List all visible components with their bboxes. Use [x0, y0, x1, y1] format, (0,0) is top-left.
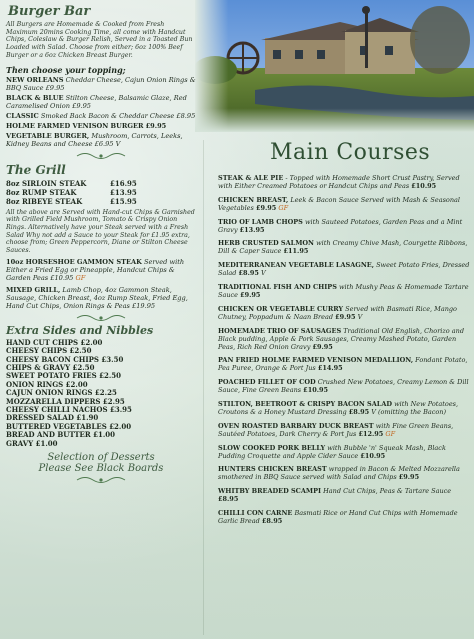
- list-item: HOMEMADE TRIO OF SAUSAGES Traditional Old English, Chorizo and Black pudding, Apple & Pork Sausages, Creamy Mashed Potato, Garden Peas, Rich Red Onion Gravy £9.95: [218, 326, 465, 351]
- grill-title: The Grill: [6, 162, 66, 177]
- list-item: HOLME FARMED VENISON BURGER £9.95: [6, 121, 167, 130]
- list-item: CHEESY CHIPS £2.50: [6, 346, 92, 356]
- left-column: [6, 4, 196, 485]
- flourish-divider-icon: [75, 151, 127, 161]
- list-item: CLASSIC Smoked Back Bacon & Cheddar Cheese £8.95: [6, 111, 196, 120]
- list-item: MEDITERRANEAN VEGETABLE LASAGNE, Sweet Potato Fries, Dressed Salad £8.95 V: [218, 261, 470, 278]
- list-item: CHEESY CHILLI NACHOS £3.95: [6, 404, 132, 414]
- steak-description: All the above are Served with Hand-cut Chips & Garnished with Grilled Field Mushroom, Tomato & Crispy Onion Rings. Alternatively have your Steak served with a Fresh Salad Why not add a Sauce to your Steak for £1.95 extra, choose from; Green Peppercorn, Diane or Stilton Cheese Sauces.: [6, 208, 195, 255]
- burger-bar-title: Burger Bar: [8, 4, 91, 19]
- list-item: 8oz RIBEYE STEAK £15.95: [6, 196, 137, 206]
- list-item: CHICKEN OR VEGETABLE CURRY Served with Basmati Rice, Mango Chutney, Poppadum & Naan Bread £9.95 V: [218, 304, 457, 321]
- burger-bar-description: All Burgers are Homemade & Cooked from Fresh Maximum 20mins Cooking Time, all come with Handcut Chips, Coleslaw & Burger Relish, Served in a Toasted Bun Loaded with Salad. Choose from either; 6oz 100% Beef Burger or a 6oz Chicken Breast Burger.: [6, 21, 193, 59]
- list-item: STEAK & ALE PIE - Topped with Homemade Short Crust Pastry, Served with Either Creamed Potatoes or Handcut Chips and Peas £10.95: [218, 174, 460, 190]
- list-item: NEW ORLEANS Cheddar Cheese, Cajun Onion Rings & BBQ Sauce £9.95: [6, 75, 196, 92]
- list-item: CHIPS & GRAVY £2.50: [6, 362, 95, 372]
- column-divider: [203, 140, 204, 635]
- list-item: SLOW COOKED PORK BELLY with Bubble 'n' Squeak Mash, Black Pudding Croquette and Apple Cider Sauce £10.95: [218, 443, 446, 460]
- flourish-divider-icon: [75, 475, 127, 485]
- list-item: 10oz HORSESHOE GAMMON STEAK Served with Either a Fried Egg or Pineapple, Handcut Chips & Garden Peas £10.95 GF: [6, 257, 185, 282]
- list-item: BUTTERED VEGETABLES £2.00: [6, 421, 132, 431]
- main-courses-title: Main Courses: [270, 140, 431, 165]
- list-item: HERB CRUSTED SALMON with Creamy Chive Mash, Courgette Ribbons, Dill & Caper Sauce £11.95: [218, 239, 468, 256]
- steak-list: [6, 179, 196, 206]
- list-item: CHICKEN BREAST, Leek & Bacon Sauce Served with Mash & Seasonal Vegetables £9.95 GF: [218, 195, 460, 212]
- list-item: MOZZARELLA DIPPERS £2.95: [6, 396, 125, 406]
- extras-title: Extra Sides and Nibbles: [6, 323, 154, 337]
- list-item: TRADITIONAL FISH AND CHIPS with Mushy Peas & Homemade Tartare Sauce £9.95: [218, 283, 469, 299]
- list-item: SWEET POTATO FRIES £2.50: [6, 371, 122, 381]
- list-item: MIXED GRILL, Lamb Chop, 4oz Gammon Steak, Sausage, Chicken Breast, 4oz Rump Steak, Fried Egg, Hand Cut Chips, Onion Rings & Peas £19.95: [6, 285, 188, 310]
- list-item: DRESSED SALAD £1.90: [6, 413, 99, 423]
- list-item: TRIO OF LAMB CHOPS with Sauteed Potatoes, Garden Peas and a Mint Gravy £13.95: [218, 217, 463, 234]
- list-item: VEGETABLE BURGER, Mushroom, Carrots, Leeks, Kidney Beans and Cheese £6.95 V: [6, 131, 183, 148]
- topping-list: [6, 76, 196, 148]
- topping-heading: Then choose your topping;: [6, 64, 126, 75]
- list-item: ONION RINGS £2.00: [6, 379, 88, 389]
- list-item: BLACK & BLUE Stilton Cheese, Balsamic Glaze, Red Caramelised Onion £9.95: [6, 93, 187, 110]
- main-courses-list: [218, 175, 470, 532]
- list-item: POACHED FILLET OF COD Crushed New Potatoes, Creamy Lemon & Dill Sauce, Fine Green Beans £10.95: [218, 378, 469, 395]
- dessert-note: [6, 452, 196, 474]
- list-item: HAND CUT CHIPS £2.00: [6, 337, 103, 347]
- list-item: STILTON, BEETROOT & CRISPY BACON SALAD with New Potatoes, Croutons & a Honey Mustard Dressing £8.95 V (omitting the Bacon): [218, 400, 459, 416]
- dessert-line-2: Please See Black Boards: [38, 463, 164, 475]
- extras-list: [6, 339, 196, 448]
- dessert-line-1: Selection of Desserts: [47, 452, 155, 464]
- pub-photo-icon: [195, 0, 474, 132]
- list-item: CHILLI CON CARNE Basmati Rice or Hand Cut Chips with Homemade Garlic Bread £8.95: [218, 509, 458, 525]
- list-item: CHEESY BACON CHIPS £3.50: [6, 354, 124, 364]
- list-item: WHITBY BREADED SCAMPI Hand Cut Chips, Peas & Tartare Sauce £8.95: [218, 487, 452, 504]
- flourish-divider-icon: [75, 313, 127, 323]
- list-item: PAN FRIED HOLME FARMED VENISON MEDALLION, Fondant Potato, Pea Puree, Orange & Port Jus £14.95: [218, 356, 468, 373]
- list-item: BREAD AND BUTTER £1.00: [6, 430, 116, 440]
- list-item: HUNTERS CHICKEN BREAST wrapped in Bacon & Melted Mozzarella smothered in BBQ Sauce served with Salad and Chips £9.95: [218, 465, 460, 482]
- list-item: 8oz SIRLOIN STEAK £16.95: [6, 178, 137, 188]
- list-item: 8oz RUMP STEAK £13.95: [6, 187, 137, 197]
- list-item: OVEN ROASTED BARBARY DUCK BREAST with Fine Green Beans, Sautéed Potatoes, Dark Cherry & Port Jus £12.95 GF: [218, 421, 454, 438]
- list-item: CAJUN ONION RINGS £2.25: [6, 388, 117, 398]
- list-item: GRAVY £1.00: [6, 438, 58, 448]
